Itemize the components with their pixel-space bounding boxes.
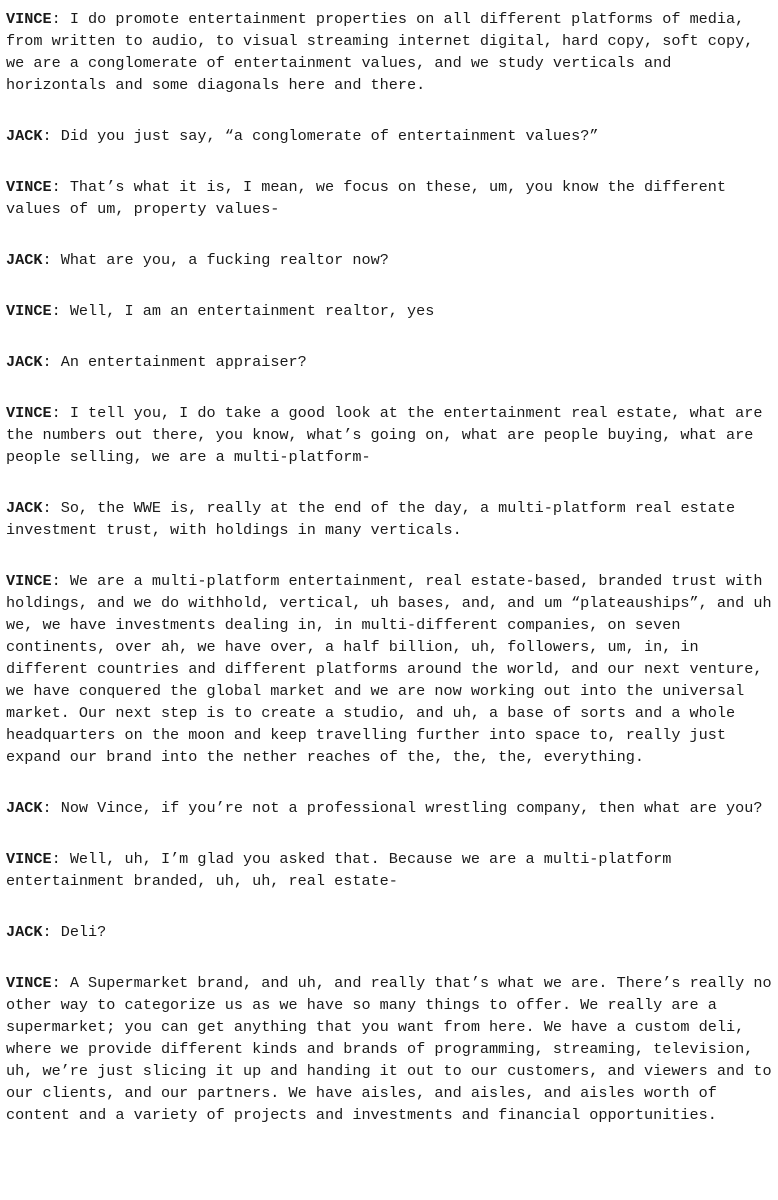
dialogue-line: JACK: So, the WWE is, really at the end of the day, a multi-platform real estate investment trust, with holdings in many verticals.	[6, 499, 736, 539]
speaker-name: JACK	[6, 251, 43, 269]
dialogue-line: JACK: What are you, a fucking realtor now?	[6, 251, 389, 269]
dialogue-text: Did you just say, “a conglomerate of entertainment values?”	[60, 127, 599, 145]
dialogue-line: VINCE: Well, I am an entertainment realtor, yes	[6, 302, 435, 320]
speaker-name: VINCE	[6, 302, 52, 320]
dialogue-line: VINCE: A Supermarket brand, and uh, and really that’s what we are. There’s really no other way to categorize us as we have so many things to offer. We really are a supermarket; you can get anything that you want from here. We have a custom deli, where we provide different kinds and brands of programming, streaming, television, uh, we’re just slicing it up and handing it out to our customers, and viewers and to our clients, and our partners. We have aisles, and aisles, and aisles worth of content and a variety of projects and investments and financial opportunities.	[6, 974, 772, 1124]
dialogue-line: JACK: Now Vince, if you’re not a professional wrestling company, then what are you?	[6, 799, 763, 817]
dialogue-line: VINCE: That’s what it is, I mean, we focus on these, um, you know the different values of um, property values-	[6, 178, 727, 218]
dialogue-line: VINCE: I do promote entertainment properties on all different platforms of media, from written to audio, to visual streaming internet digital, hard copy, soft copy, we are a conglomerate of entertainment values, and we study verticals and horizontals and some diagonals here and there.	[6, 10, 754, 94]
speaker-name: JACK	[6, 499, 43, 517]
dialogue-text: That’s what it is, I mean, we focus on these, um, you know the different values of um, property values-	[6, 178, 727, 218]
speaker-name: JACK	[6, 127, 43, 145]
dialogue-line: JACK: An entertainment appraiser?	[6, 353, 307, 371]
dialogue-line: JACK: Did you just say, “a conglomerate of entertainment values?”	[6, 127, 599, 145]
dialogue-text: Well, I am an entertainment realtor, yes	[69, 302, 435, 320]
speaker-name: JACK	[6, 799, 43, 817]
dialogue-text: A Supermarket brand, and uh, and really that’s what we are. There’s really no other way to categorize us as we have so many things to offer. We really are a supermarket; you can get anything that you want from here. We have a custom deli, where we provide different kinds and brands of programming, streaming, television, uh, we’re just slicing it up and handing it out to our customers, and viewers and to our clients, and our partners. We have aisles, and aisles, and aisles worth of content and a variety of projects and investments and financial opportunities.	[6, 974, 772, 1124]
dialogue-text: Deli?	[60, 923, 107, 941]
speaker-name: VINCE	[6, 404, 52, 422]
dialogue-text: We are a multi-platform entertainment, real estate-based, branded trust with holdings, and we do withhold, vertical, uh bases, and, and um “plateauships”, and uh we, we have investments dealing in, in multi-different companies, on seven continents, over ah, we have over, a half billion, uh, followers, um, in, in different countries and different platforms around the world, and our next venture, we have conquered the global market and we are now working out into the universal market. Our next step is to create a studio, and uh, a base of sorts and a whole headquarters on the moon and keep travelling further into space to, really just expand our brand into the nether reaches of the, the, the, everything.	[6, 572, 772, 766]
dialogue-line: VINCE: I tell you, I do take a good look at the entertainment real estate, what are the numbers out there, you know, what’s going on, what are people buying, what are people selling, we are a multi-platform-	[6, 404, 763, 466]
transcript-page	[6, 8, 772, 1155]
dialogue-text: So, the WWE is, really at the end of the day, a multi-platform real estate investment trust, with holdings in many verticals.	[6, 499, 736, 539]
dialogue-text: An entertainment appraiser?	[60, 353, 307, 371]
speaker-name: JACK	[6, 353, 43, 371]
dialogue-line: JACK: Deli?	[6, 923, 107, 941]
speaker-name: JACK	[6, 923, 43, 941]
dialogue-text: I tell you, I do take a good look at the entertainment real estate, what are the numbers out there, you know, what’s going on, what are people buying, what are people selling, we are a multi-platform-	[6, 404, 763, 466]
dialogue-text: What are you, a fucking realtor now?	[60, 251, 389, 269]
dialogue-line: VINCE: We are a multi-platform entertainment, real estate-based, branded trust with holdings, and we do withhold, vertical, uh bases, and, and um “plateauships”, and uh we, we have investments dealing in, in multi-different companies, on seven continents, over ah, we have over, a half billion, uh, followers, um, in, in different countries and different platforms around the world, and our next venture, we have conquered the global market and we are now working out into the universal market. Our next step is to create a studio, and uh, a base of sorts and a whole headquarters on the moon and keep travelling further into space to, really just expand our brand into the nether reaches of the, the, the, everything.	[6, 572, 772, 766]
speaker-name: VINCE	[6, 178, 52, 196]
speaker-name: VINCE	[6, 850, 52, 868]
dialogue-text: Well, uh, I’m glad you asked that. Because we are a multi-platform entertainment branded, uh, uh, real estate-	[6, 850, 672, 890]
dialogue-text: Now Vince, if you’re not a professional wrestling company, then what are you?	[60, 799, 763, 817]
speaker-name: VINCE	[6, 572, 52, 590]
speaker-name: VINCE	[6, 974, 52, 992]
speaker-name: VINCE	[6, 10, 52, 28]
dialogue-text: I do promote entertainment properties on all different platforms of media, from written to audio, to visual streaming internet digital, hard copy, soft copy, we are a conglomerate of entertainment values, and we study verticals and horizontals and some diagonals here and there.	[6, 10, 754, 94]
dialogue-line: VINCE: Well, uh, I’m glad you asked that. Because we are a multi-platform entertainment branded, uh, uh, real estate-	[6, 850, 672, 890]
